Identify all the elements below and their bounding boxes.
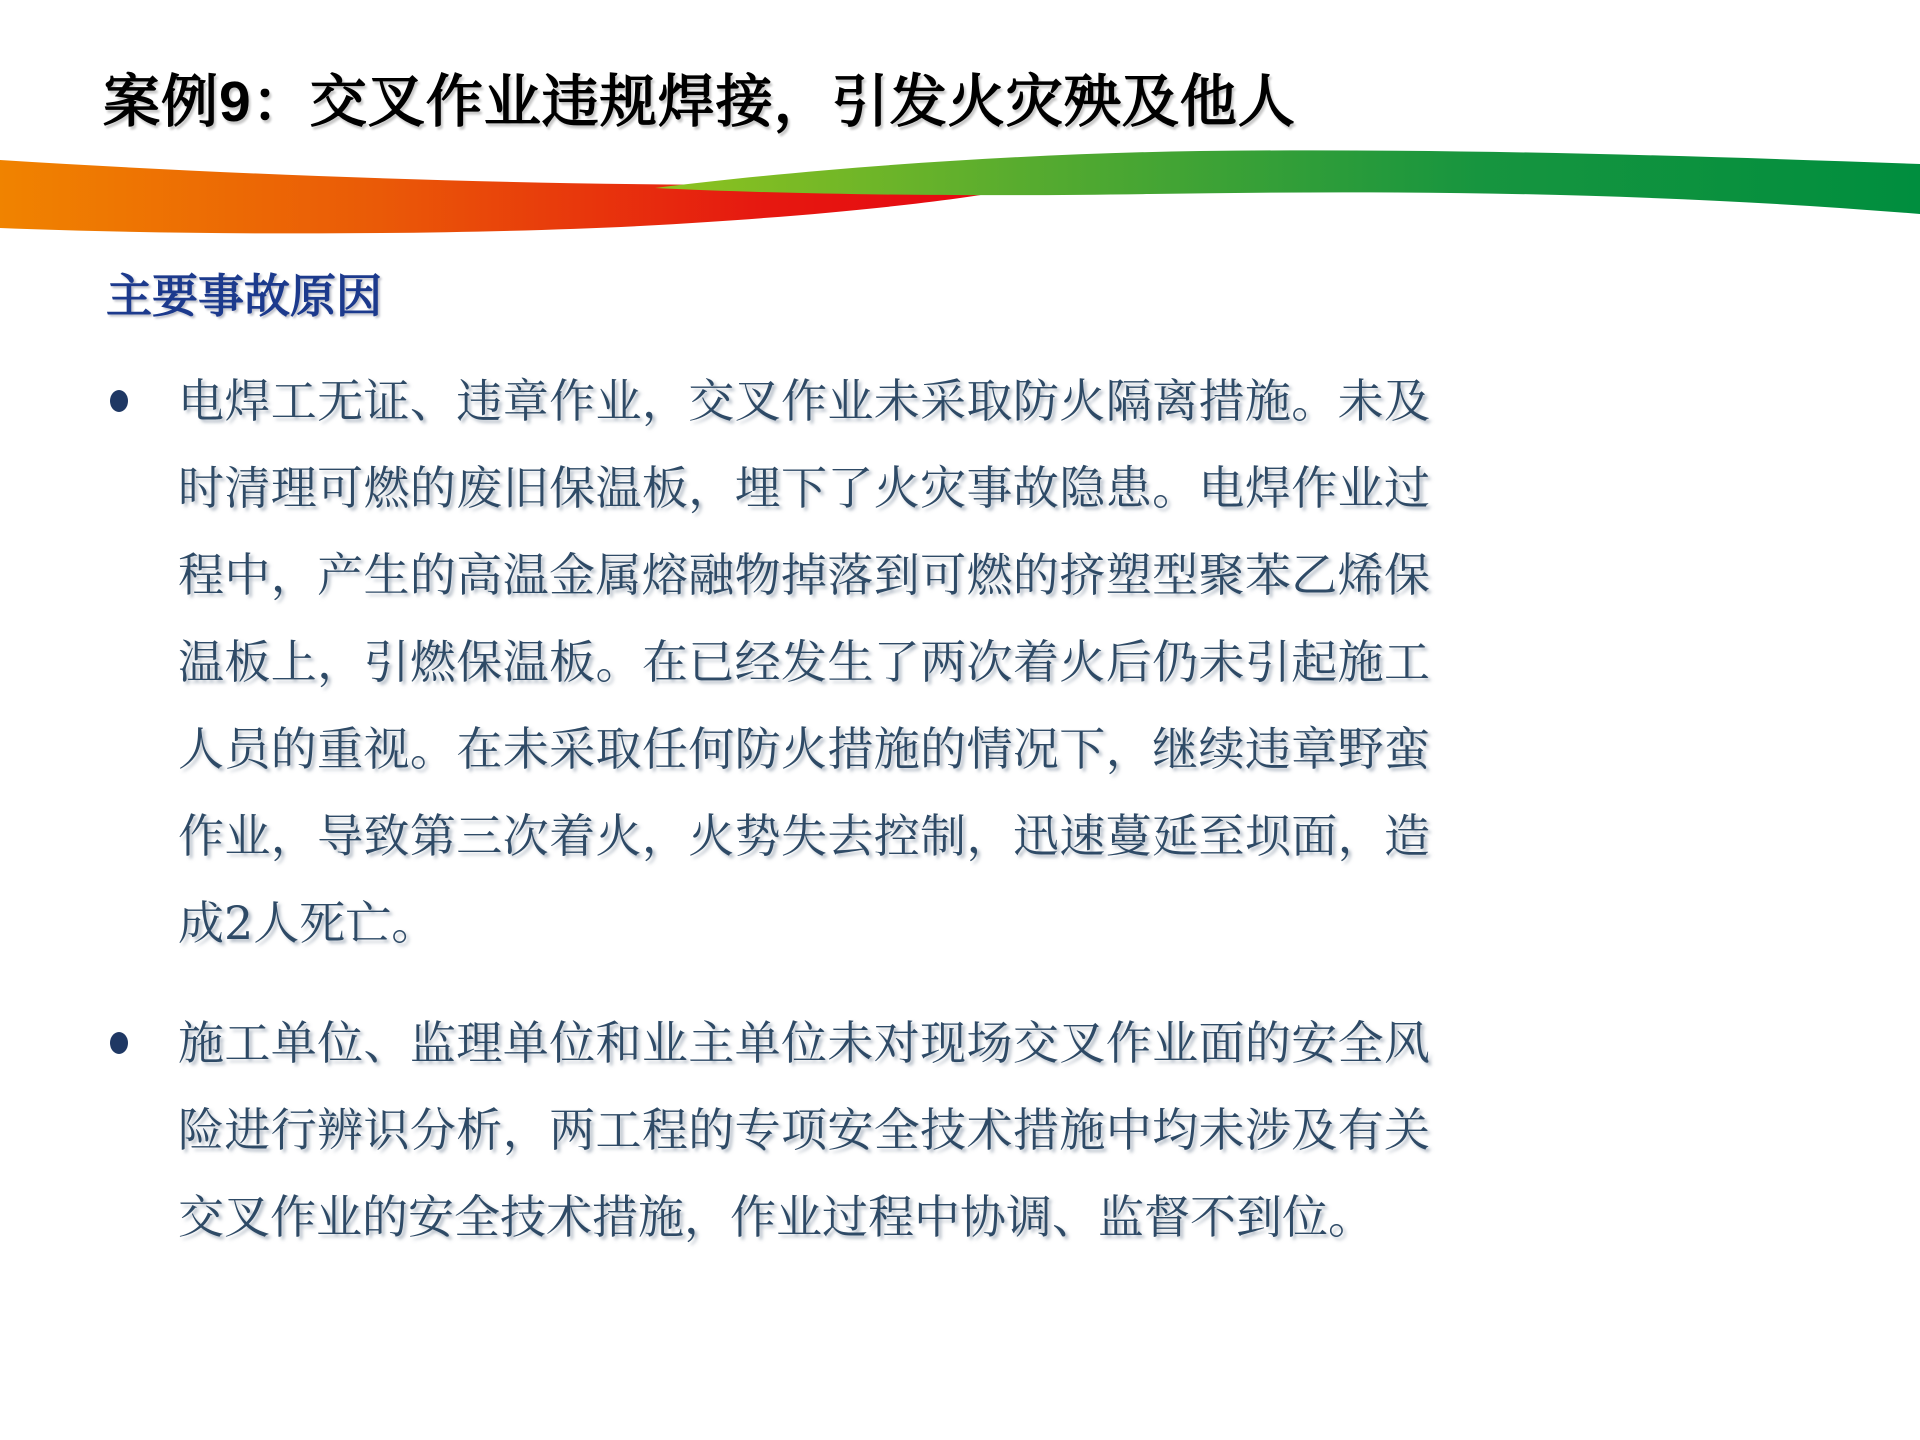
bullet-line: 施工单位、监理单位和业主单位未对现场交叉作业面的安全风 — [178, 1016, 1430, 1070]
bullet-marker-icon — [110, 390, 128, 412]
bullet-list — [110, 358, 1510, 1261]
bullet-line: 人员的重视。在未采取任何防火措施的情况下，继续违章野蛮 — [178, 722, 1430, 776]
bullet-line: 险进行辨识分析，两工程的专项安全技术措施中均未涉及有关 — [178, 1103, 1430, 1157]
wave-ribbon-decoration — [0, 118, 1920, 250]
section-heading: 主要事故原因 — [106, 270, 382, 322]
bullet-line: 温板上，引燃保温板。在已经发生了两次着火后仍未引起施工 — [178, 635, 1430, 689]
bullet-marker-icon — [110, 1032, 128, 1054]
bullet-line: 交叉作业的安全技术措施，作业过程中协调、监督不到位。 — [178, 1190, 1374, 1244]
bullet-item — [110, 1000, 1510, 1261]
bullet-text — [178, 1000, 1430, 1261]
bullet-line: 作业，导致第三次着火，火势失去控制，迅速蔓延至坝面，造 — [178, 809, 1430, 863]
bullet-line: 程中，产生的高温金属熔融物掉落到可燃的挤塑型聚苯乙烯保 — [178, 548, 1430, 602]
bullet-item — [110, 358, 1510, 967]
slide-title: 案例9：交叉作业违规焊接，引发火灾殃及他人 — [103, 70, 1296, 134]
bullet-line: 成2人死亡。 — [178, 896, 438, 950]
bullet-line: 电焊工无证、违章作业，交叉作业未采取防火隔离措施。未及 — [178, 374, 1430, 428]
bullet-text — [178, 358, 1430, 967]
bullet-line: 时清理可燃的废旧保温板，埋下了火灾事故隐患。电焊作业过 — [178, 461, 1430, 515]
